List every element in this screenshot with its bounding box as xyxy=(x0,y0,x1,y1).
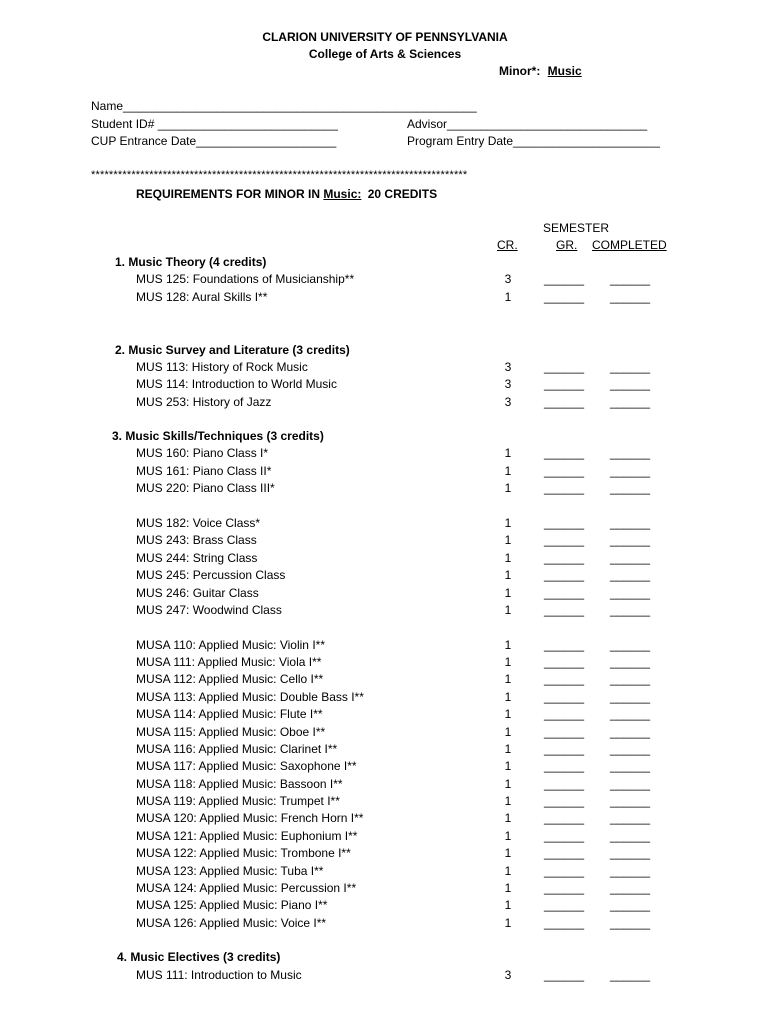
grade-blank[interactable]: ______ xyxy=(544,881,585,895)
course-credits: 1 xyxy=(504,811,512,825)
completed-blank[interactable]: ______ xyxy=(610,916,651,930)
gr-header: GR. xyxy=(556,238,578,252)
course-credits: 1 xyxy=(504,446,512,460)
course-credits: 1 xyxy=(504,533,512,547)
course-name: MUS 253: History of Jazz xyxy=(136,395,272,409)
university-title: CLARION UNIVERSITY OF PENNSYLVANIA xyxy=(262,30,508,44)
completed-blank[interactable]: ______ xyxy=(610,638,651,652)
semester-header: SEMESTER xyxy=(543,221,610,235)
section-heading: 4. Music Electives (3 credits) xyxy=(117,950,281,964)
course-name: MUS 125: Foundations of Musicianship** xyxy=(136,272,355,286)
grade-blank[interactable]: ______ xyxy=(544,446,585,460)
course-name: MUSA 118: Applied Music: Bassoon I** xyxy=(136,777,343,791)
grade-blank[interactable]: ______ xyxy=(544,916,585,930)
grade-blank[interactable]: ______ xyxy=(544,725,585,739)
grade-blank[interactable]: ______ xyxy=(544,568,585,582)
course-credits: 3 xyxy=(504,395,512,409)
grade-blank[interactable]: ______ xyxy=(544,290,585,304)
course-credits: 1 xyxy=(504,742,512,756)
separator-stars: ************************************************************************************ xyxy=(91,169,468,181)
grade-blank[interactable]: ______ xyxy=(544,968,585,982)
course-credits: 1 xyxy=(504,881,512,895)
grade-blank[interactable]: ______ xyxy=(544,794,585,808)
grade-blank[interactable]: ______ xyxy=(544,586,585,600)
grade-blank[interactable]: ______ xyxy=(544,481,585,495)
section-heading: 3. Music Skills/Techniques (3 credits) xyxy=(112,429,324,443)
completed-blank[interactable]: ______ xyxy=(610,603,651,617)
course-name: MUS 113: History of Rock Music xyxy=(136,360,308,374)
grade-blank[interactable]: ______ xyxy=(544,690,585,704)
completed-blank[interactable]: ______ xyxy=(610,464,651,478)
grade-blank[interactable]: ______ xyxy=(544,395,585,409)
course-name: MUS 244: String Class xyxy=(136,551,258,565)
course-name: MUS 161: Piano Class II* xyxy=(136,464,272,478)
completed-blank[interactable]: ______ xyxy=(610,811,651,825)
course-name: MUSA 110: Applied Music: Violin I** xyxy=(136,638,325,652)
grade-blank[interactable]: ______ xyxy=(544,829,585,843)
grade-blank[interactable]: ______ xyxy=(544,864,585,878)
requirements-prefix: REQUIREMENTS FOR MINOR IN xyxy=(136,187,321,201)
course-name: MUSA 119: Applied Music: Trumpet I** xyxy=(136,794,340,808)
section-heading: 1. Music Theory (4 credits) xyxy=(115,255,267,269)
grade-blank[interactable]: ______ xyxy=(544,603,585,617)
completed-blank[interactable]: ______ xyxy=(610,968,651,982)
course-credits: 3 xyxy=(504,968,512,982)
grade-blank[interactable]: ______ xyxy=(544,898,585,912)
college-title: College of Arts & Sciences xyxy=(308,47,462,61)
course-credits: 1 xyxy=(504,707,512,721)
course-name: MUSA 124: Applied Music: Percussion I** xyxy=(136,881,357,895)
section-heading: 2. Music Survey and Literature (3 credits) xyxy=(115,343,350,357)
course-name: MUSA 117: Applied Music: Saxophone I** xyxy=(136,759,357,773)
minor-line xyxy=(499,64,582,78)
course-name: MUSA 113: Applied Music: Double Bass I** xyxy=(136,690,364,704)
course-name: MUSA 112: Applied Music: Cello I** xyxy=(136,672,324,686)
completed-blank[interactable]: ______ xyxy=(610,290,651,304)
completed-blank[interactable]: ______ xyxy=(610,516,651,530)
grade-blank[interactable]: ______ xyxy=(544,811,585,825)
course-name: MUSA 114: Applied Music: Flute I** xyxy=(136,707,323,721)
completed-blank[interactable]: ______ xyxy=(610,533,651,547)
course-credits: 3 xyxy=(504,377,512,391)
cup-entrance-date-field[interactable]: CUP Entrance Date_____________________ xyxy=(91,134,337,148)
completed-blank[interactable]: ______ xyxy=(610,360,651,374)
course-name: MUSA 126: Applied Music: Voice I** xyxy=(136,916,327,930)
completed-blank[interactable]: ______ xyxy=(610,272,651,286)
grade-blank[interactable]: ______ xyxy=(544,777,585,791)
course-name: MUS 246: Guitar Class xyxy=(136,586,259,600)
course-credits: 1 xyxy=(504,916,512,930)
course-name: MUS 111: Introduction to Music xyxy=(136,968,302,982)
course-credits: 1 xyxy=(504,586,512,600)
cr-header: CR. xyxy=(497,238,518,252)
completed-blank[interactable]: ______ xyxy=(610,898,651,912)
completed-blank[interactable]: ______ xyxy=(610,446,651,460)
advisor-field[interactable]: Advisor______________________________ xyxy=(407,117,648,131)
course-credits: 3 xyxy=(504,360,512,374)
grade-blank[interactable]: ______ xyxy=(544,655,585,669)
completed-blank[interactable]: ______ xyxy=(610,707,651,721)
course-credits: 1 xyxy=(504,725,512,739)
course-name: MUSA 111: Applied Music: Viola I** xyxy=(136,655,322,669)
course-credits: 1 xyxy=(504,777,512,791)
course-name: MUSA 125: Applied Music: Piano I** xyxy=(136,898,328,912)
completed-blank[interactable]: ______ xyxy=(610,742,651,756)
program-entry-date-field[interactable]: Program Entry Date______________________ xyxy=(407,134,660,148)
completed-blank[interactable]: ______ xyxy=(610,725,651,739)
grade-blank[interactable]: ______ xyxy=(544,846,585,860)
completed-blank[interactable]: ______ xyxy=(610,672,651,686)
name-field[interactable]: Name_____________________________________________________ xyxy=(91,99,477,113)
grade-blank[interactable]: ______ xyxy=(544,638,585,652)
grade-blank[interactable]: ______ xyxy=(544,742,585,756)
completed-blank[interactable]: ______ xyxy=(610,481,651,495)
grade-blank[interactable]: ______ xyxy=(544,551,585,565)
course-name: MUSA 116: Applied Music: Clarinet I** xyxy=(136,742,338,756)
completed-blank[interactable]: ______ xyxy=(610,829,651,843)
requirements-heading xyxy=(136,187,437,201)
course-name: MUS 128: Aural Skills I** xyxy=(136,290,268,304)
course-credits: 3 xyxy=(504,272,512,286)
completed-blank[interactable]: ______ xyxy=(610,395,651,409)
course-name: MUS 245: Percussion Class xyxy=(136,568,286,582)
completed-blank[interactable]: ______ xyxy=(610,690,651,704)
completed-blank[interactable]: ______ xyxy=(610,846,651,860)
course-credits: 1 xyxy=(504,794,512,808)
course-credits: 1 xyxy=(504,290,512,304)
grade-blank[interactable]: ______ xyxy=(544,516,585,530)
completed-blank[interactable]: ______ xyxy=(610,377,651,391)
grade-blank[interactable]: ______ xyxy=(544,360,585,374)
completed-blank[interactable]: ______ xyxy=(610,568,651,582)
completed-blank[interactable]: ______ xyxy=(610,586,651,600)
course-name: MUS 182: Voice Class* xyxy=(136,516,261,530)
grade-blank[interactable]: ______ xyxy=(544,707,585,721)
grade-blank[interactable]: ______ xyxy=(544,533,585,547)
completed-blank[interactable]: ______ xyxy=(610,759,651,773)
course-name: MUS 160: Piano Class I* xyxy=(136,446,269,460)
course-credits: 1 xyxy=(504,829,512,843)
course-credits: 1 xyxy=(504,759,512,773)
course-credits: 1 xyxy=(504,551,512,565)
course-name: MUS 220: Piano Class III* xyxy=(136,481,275,495)
completed-blank[interactable]: ______ xyxy=(610,794,651,808)
minor-label: Minor*: xyxy=(499,64,541,78)
course-credits: 1 xyxy=(504,603,512,617)
course-credits: 1 xyxy=(504,516,512,530)
completed-blank[interactable]: ______ xyxy=(610,881,651,895)
grade-blank[interactable]: ______ xyxy=(544,272,585,286)
course-credits: 1 xyxy=(504,481,512,495)
completed-blank[interactable]: ______ xyxy=(610,777,651,791)
course-credits: 1 xyxy=(504,898,512,912)
course-name: MUS 114: Introduction to World Music xyxy=(136,377,337,391)
course-credits: 1 xyxy=(504,846,512,860)
course-name: MUSA 122: Applied Music: Trombone I** xyxy=(136,846,351,860)
grade-blank[interactable]: ______ xyxy=(544,464,585,478)
course-credits: 1 xyxy=(504,864,512,878)
completed-blank[interactable]: ______ xyxy=(610,551,651,565)
course-credits: 1 xyxy=(504,464,512,478)
requirements-subject: Music: xyxy=(323,187,362,201)
course-name: MUSA 121: Applied Music: Euphonium I** xyxy=(136,829,358,843)
course-name: MUSA 123: Applied Music: Tuba I** xyxy=(136,864,324,878)
grade-blank[interactable]: ______ xyxy=(544,759,585,773)
course-name: MUSA 115: Applied Music: Oboe I** xyxy=(136,725,326,739)
completed-blank[interactable]: ______ xyxy=(610,655,651,669)
minor-value: Music xyxy=(547,64,582,78)
course-credits: 1 xyxy=(504,690,512,704)
completed-header: COMPLETED xyxy=(592,238,667,252)
requirements-credits: 20 CREDITS xyxy=(367,187,438,201)
student-id-field[interactable]: Student ID# ___________________________ xyxy=(91,117,338,131)
course-name: MUS 243: Brass Class xyxy=(136,533,257,547)
course-credits: 1 xyxy=(504,672,512,686)
course-credits: 1 xyxy=(504,638,512,652)
course-credits: 1 xyxy=(504,655,512,669)
course-name: MUS 247: Woodwind Class xyxy=(136,603,282,617)
completed-blank[interactable]: ______ xyxy=(610,864,651,878)
course-name: MUSA 120: Applied Music: French Horn I** xyxy=(136,811,364,825)
course-credits: 1 xyxy=(504,568,512,582)
grade-blank[interactable]: ______ xyxy=(544,377,585,391)
grade-blank[interactable]: ______ xyxy=(544,672,585,686)
